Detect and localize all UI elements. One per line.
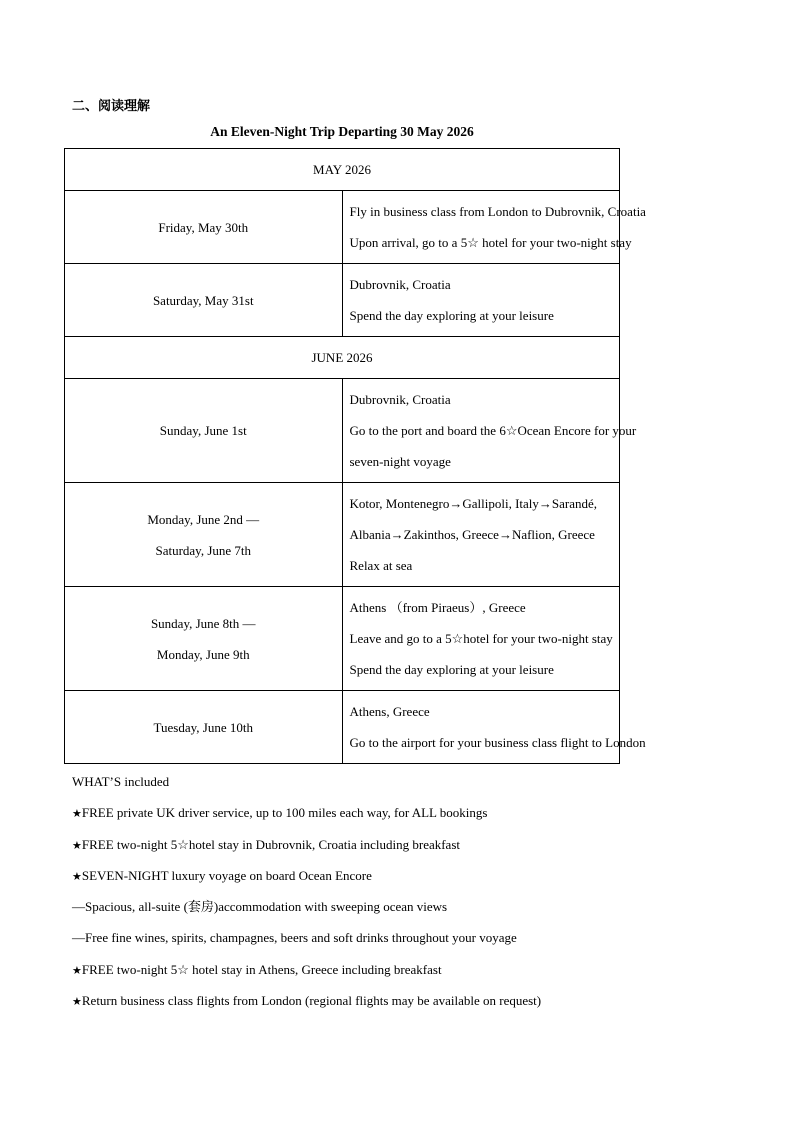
detail-line: Spend the day exploring at your leisure [349,308,554,323]
date-line: Monday, June 9th [156,646,250,662]
included-section [72,772,732,1022]
detail-line: Go to the airport for your business class flight to London [349,735,646,750]
detail-line: Upon arrival, go to a 5☆ hotel for your two-night stay [349,235,632,250]
itinerary-row [65,191,620,264]
detail-line: Go to the port and board the 6☆Ocean Encore for your [349,423,637,438]
itinerary-row [65,379,620,483]
month-header-june: JUNE 2026 [65,337,620,379]
date-line: Sunday, June 1st [159,423,247,438]
included-item-text: FREE two-night 5☆hotel stay in Dubrovnik, Croatia including breakfast [81,836,460,852]
included-item-text: SEVEN-NIGHT luxury voyage on board Ocean Encore [81,867,372,883]
included-item-text: Return business class flights from London (regional flights may be available on request) [81,993,542,1009]
date-line: Saturday, June 7th [155,542,252,558]
itinerary-row [65,587,620,691]
date-line: Monday, June 2nd — [147,511,260,527]
star-icon: ★ [72,869,82,883]
date-cell [65,483,343,587]
details-cell [342,691,646,764]
detail-line: Fly in business class from London to Dubrovnik, Croatia [349,204,646,219]
date-cell [65,587,343,691]
date-cell [65,264,343,337]
date-line: Friday, May 30th [158,219,249,235]
included-item [72,991,732,1022]
detail-line: Dubrovnik, Croatia [349,277,451,292]
date-line: Tuesday, June 10th [153,719,253,735]
detail-line: Kotor, Montenegro→Gallipoli, Italy→Sarandé, [349,496,598,511]
itinerary-row [65,264,620,337]
included-item-text: —Spacious, all-suite (套房)accommodation with sweeping ocean views [72,899,448,915]
month-header-may: MAY 2026 [65,149,620,191]
star-icon: ★ [72,807,82,821]
details-cell [342,264,620,337]
star-icon: ★ [72,995,82,1009]
detail-line: Athens, Greece [349,704,430,719]
section-heading: 二、阅读理解 [72,99,151,114]
detail-line: Relax at sea [349,558,413,573]
included-item [72,960,732,991]
included-subitem [72,897,732,928]
detail-line: Athens （from Piraeus）, Greece [349,600,526,615]
date-cell [65,379,343,483]
details-cell [342,191,646,264]
itinerary-row [65,483,620,587]
included-heading: WHAT’S included [72,774,170,789]
detail-line: Spend the day exploring at your leisure [349,662,554,677]
month-row-may [65,149,620,191]
itinerary-table [64,148,646,764]
detail-line: Albania→Zakinthos, Greece→Naflion, Greece [349,527,595,542]
date-cell [65,191,343,264]
month-row-june [65,337,620,379]
included-subitem [72,928,732,959]
star-icon: ★ [72,838,82,852]
date-line: Sunday, June 8th — [150,615,256,631]
document-title: An Eleven-Night Trip Departing 30 May 2026 [210,124,474,139]
included-item-text: FREE private UK driver service, up to 100 miles each way, for ALL bookings [81,805,488,821]
included-item-text: FREE two-night 5☆ hotel stay in Athens, Greece including breakfast [81,961,442,977]
star-icon: ★ [72,963,82,977]
details-cell [342,379,637,483]
detail-line: Leave and go to a 5☆hotel for your two-night stay [349,631,613,646]
details-cell [342,483,620,587]
detail-line: seven-night voyage [349,454,451,469]
detail-line: Dubrovnik, Croatia [349,392,451,407]
itinerary-row [65,691,620,764]
included-item [72,835,732,866]
included-item [72,803,732,834]
details-cell [342,587,620,691]
included-item [72,866,732,897]
date-line: Saturday, May 31st [152,292,254,308]
included-item-text: —Free fine wines, spirits, champagnes, beers and soft drinks throughout your voyage [72,930,517,946]
date-cell [65,691,343,764]
